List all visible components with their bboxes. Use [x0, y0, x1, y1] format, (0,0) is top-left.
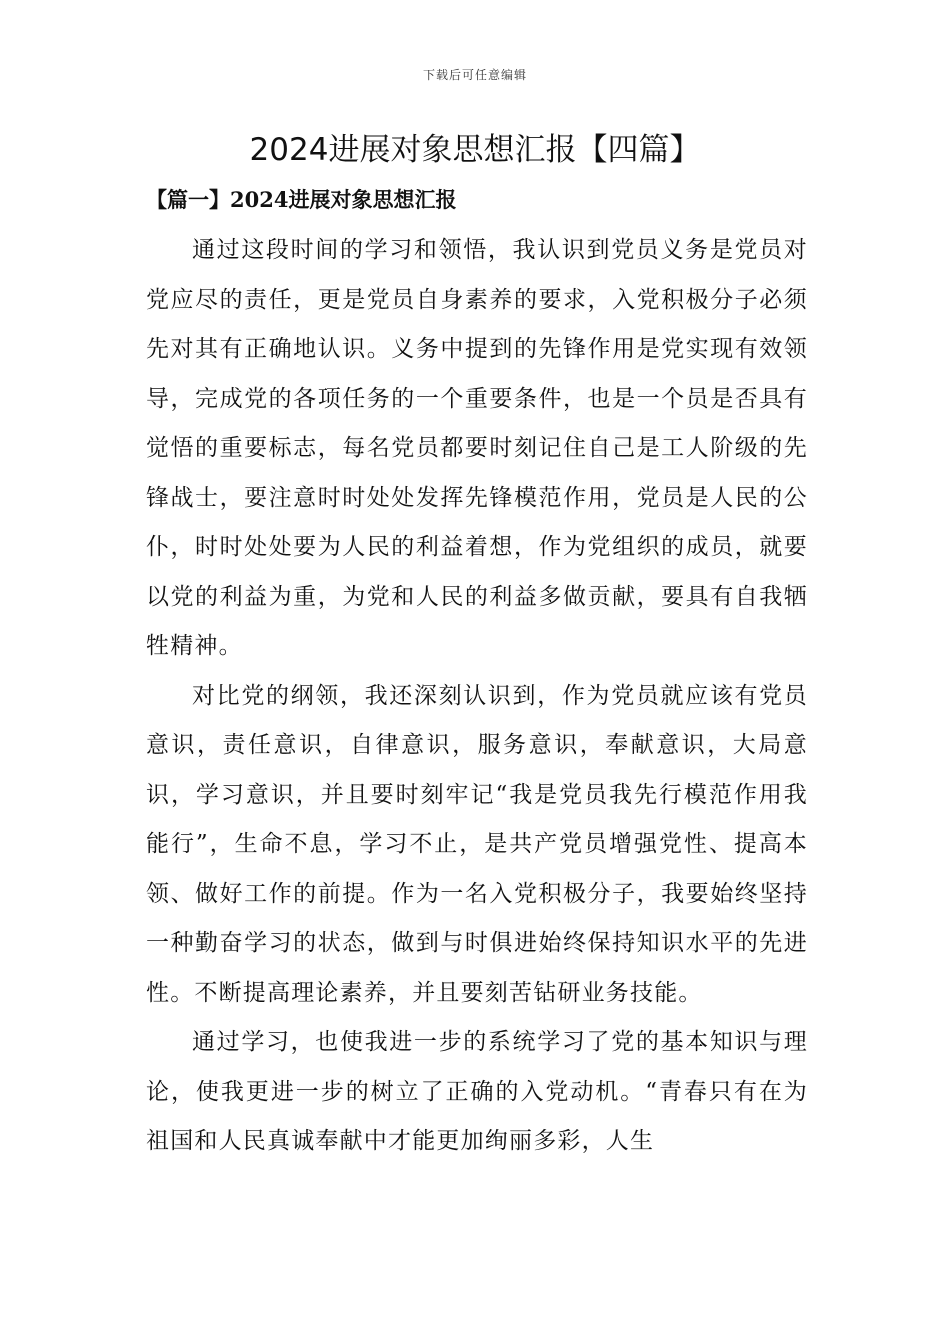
paragraph-2: 对比党的纲领，我还深刻认识到，作为党员就应该有党员意识，责任意识，自律意识，服务意识，奉献意识，大局意识，学习意识，并且要时刻牢记“我是党员我先行模范作用我能行”，生命不息，学习不止，是共产党员增强党性、提高本领、做好工作的前提。作为一名入党积极分子，我要始终坚持一种勤奋学习的状态，做到与时俱进始终保持知识水平的先进性。不断提高理论素养，并且要刻苦钻研业务技能。	[146, 682, 808, 1006]
document-body	[146, 226, 808, 1167]
header-note: 下载后可任意编辑	[422, 68, 527, 82]
paragraph-1: 通过这段时间的学习和领悟，我认识到党员义务是党员对党应尽的责任，更是党员自身素养的要求，入党积极分子必须先对其有正确地认识。义务中提到的先锋作用是党实现有效领导，完成党的各项任务的一个重要条件，也是一个员是否具有觉悟的重要标志，每名党员都要时刻记住自己是工人阶级的先锋战士，要注意时时处处发挥先锋模范作用，党员是人民的公仆，时时处处要为人民的利益着想，作为党组织的成员，就要以党的利益为重，为党和人民的利益多做贡献，要具有自我牺牲精神。	[146, 237, 808, 659]
section-heading: 【篇一】2024进展对象思想汇报	[146, 187, 457, 212]
document-title: 2024进展对象思想汇报【四篇】	[249, 132, 701, 168]
paragraph-3: 通过学习，也使我进一步的系统学习了党的基本知识与理论，使我更进一步的树立了正确的入党动机。“青春只有在为祖国和人民真诚奉献中才能更加绚丽多彩，人生	[146, 1029, 808, 1154]
